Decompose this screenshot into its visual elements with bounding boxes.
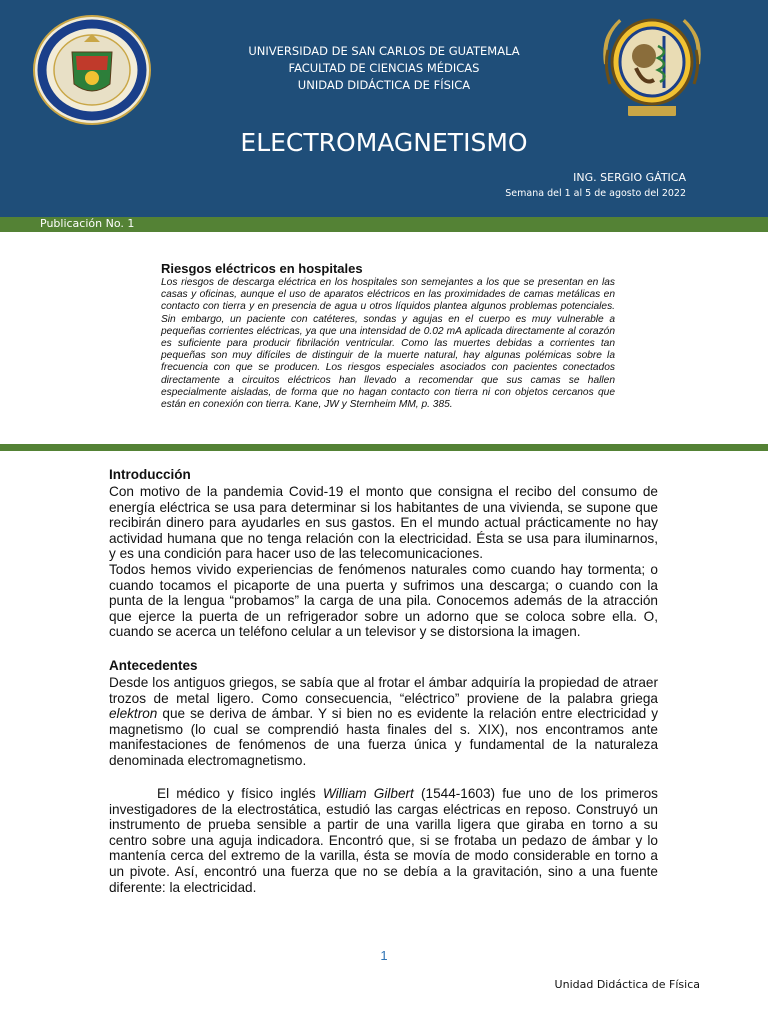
page-number: 1 <box>380 948 388 963</box>
unit-name: UNIDAD DIDÁCTICA DE FÍSICA <box>297 78 471 92</box>
section-divider <box>0 444 768 451</box>
background-paragraph-1: Desde los antiguos griegos, se sabía que al frotar el ámbar adquiría la propiedad de atraer trozos de metal ligero. Como consecuencia, “eléctrico” proviene de la palabra griega elektron que se deriva de ámbar. Y si bien no es evidente la relación entre electricidad y magnetismo (lo cual se comprendió hasta finales del s. XIX), nos encontramos ante manifestaciones de fenómenos de una fuerza única y fundamental de la naturaleza denominada electromagnetismo. <box>109 675 658 768</box>
university-name: UNIVERSIDAD DE SAN CARLOS DE GUATEMALA <box>248 44 520 58</box>
quote-body: Los riesgos de descarga eléctrica en los hospitales son semejantes a los que se presentan en las casas y oficinas, aunque el uso de aparatos eléctricos en las proximidades de camas metálicas en contacto con tierra y en presencia de agua u otros líquidos plantea algunos problemas potenciales. Sin embargo, un paciente con catéteres, sondas y agujas en el cuerpo es muy vulnerable a pequeñas corrientes eléctricas, ya que una intensidad de 0.02 mA aplicada directamente al corazón es suficiente para producir fibrilación ventricular. Como las muertes debidas a corrientes tan pequeñas son muy difíciles de distinguir de la muerte natural, hay algunas polémicas sobre la frecuencia con que se producen. Los riesgos especiales asociados con pacientes conectados directamente a circuitos eléctricos han llevado a recomendar que sus camas se hallen especialmente aisladas, de forma que no hagan contacto con tierra ni con objetos cercanos que están en conexión con tierra. Kane, JW y Sternheim MM, p. 385. <box>161 277 615 411</box>
background-heading: Antecedentes <box>109 658 198 673</box>
footer-text: Unidad Didáctica de Física <box>554 978 700 991</box>
quote-title: Riesgos eléctricos en hospitales <box>161 261 363 276</box>
faculty-name: FACULTAD DE CIENCIAS MÉDICAS <box>288 61 480 75</box>
document-title: ELECTROMAGNETISMO <box>240 128 528 157</box>
intro-paragraph-2: Todos hemos vivido experiencias de fenómenos naturales como cuando hay tormenta; o cuando tocamos el picaporte de una puerta y sufrimos una descarga; o cuando con la punta de la lengua “probamos” la carga de una pila. Conocemos además de la atracción que ejerce la puerta de un refrigerador sobre un adorno que se coloca sobre ella. O, cuando se acerca un teléfono celular a un televisor y se distorsiona la imagen. <box>109 562 658 640</box>
author-name: ING. SERGIO GÁTICA <box>573 171 686 184</box>
intro-paragraph-1: Con motivo de la pandemia Covid-19 el monto que consigna el recibo del consumo de energía eléctrica se usa para determinar si los habitantes de una vivienda, se supone que recibirán dinero para ayudarles en sus gastos. En el mundo actual prácticamente no hay actividad humana que no tenga relación con la electricidad. Ésta se usa para iluminarnos, y es una condición para hacer uso de las telecomunicaciones. <box>109 484 658 562</box>
week-date: Semana del 1 al 5 de agosto del 2022 <box>505 188 686 199</box>
intro-heading: Introducción <box>109 467 191 482</box>
publication-number: Publicación No. 1 <box>40 217 135 230</box>
background-paragraph-2: El médico y físico inglés William Gilbert (1544-1603) fue uno de los primeros investigadores de la electrostática, estudió las cargas eléctricas en reposo. Construyó un instrumento de prueba sensible a partir de una varilla ligera que giraba en torno a su centro sobre una aguja indicadora. Encontró que, si se frotaba un pedazo de ámbar y lo mantenía cerca del extremo de la varilla, ésta se movía de modo considerable en torno a un pivote. Así, encontró una fuerza que no se debía a la gravitación, sino a una fuente diferente: la electricidad. <box>109 786 658 895</box>
